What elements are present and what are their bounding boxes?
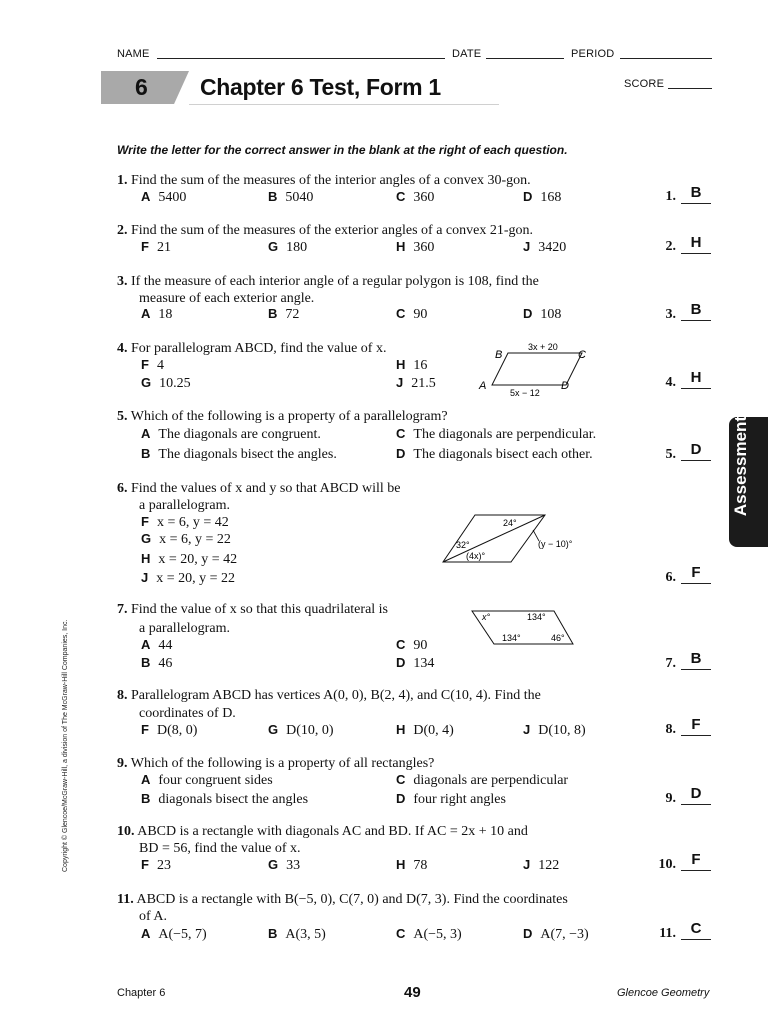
question-number: 3. <box>117 274 128 289</box>
option-text: The diagonals are perpendicular. <box>413 427 597 442</box>
option-letter: G <box>141 375 152 390</box>
question-number: 1. <box>117 173 128 188</box>
angle-label: 46° <box>551 633 565 643</box>
option-text: A(−5, 7) <box>158 927 207 942</box>
option-letter: B <box>268 189 278 204</box>
option-letter: A <box>141 772 151 787</box>
answer-number: 2. <box>665 239 676 254</box>
vertex-a-label: A <box>479 380 487 392</box>
answer-blank-5[interactable]: D <box>681 442 711 461</box>
question-number: 6. <box>117 481 128 496</box>
option-j[interactable] <box>523 857 559 874</box>
answer-blank-3[interactable]: B <box>681 302 711 321</box>
option-c[interactable] <box>396 189 434 206</box>
vertex-d-label: D <box>561 380 569 392</box>
option-text: 33 <box>286 858 301 873</box>
option-letter: D <box>523 189 533 204</box>
option-letter: J <box>396 375 404 390</box>
option-letter: H <box>141 551 151 566</box>
option-text: 10.25 <box>159 376 191 391</box>
option-letter: C <box>396 426 406 441</box>
option-letter: D <box>396 791 406 806</box>
option-f[interactable] <box>141 357 164 374</box>
option-text: D(10, 8) <box>538 723 586 738</box>
question-text: Find the value of x so that this quadrilateral is <box>131 602 389 617</box>
option-d[interactable] <box>523 926 589 943</box>
option-h[interactable] <box>396 722 454 739</box>
option-letter: F <box>141 857 149 872</box>
option-letter: C <box>396 772 406 787</box>
answer-number: 10. <box>658 857 676 872</box>
option-text: 4 <box>156 358 164 373</box>
option-f[interactable] <box>141 514 229 531</box>
option-letter: A <box>141 306 151 321</box>
angle-label: 134° <box>502 633 521 643</box>
option-letter: G <box>141 531 152 546</box>
option-text: 180 <box>286 240 308 255</box>
angle-label: x° <box>482 612 491 622</box>
option-g[interactable] <box>268 857 300 874</box>
option-a[interactable] <box>141 306 172 323</box>
question-4 <box>117 340 386 357</box>
period-label: PERIOD <box>571 48 615 60</box>
option-f[interactable] <box>141 722 197 739</box>
option-a[interactable] <box>141 426 321 443</box>
option-g[interactable] <box>268 722 334 739</box>
footer-chapter: Chapter 6 <box>117 987 166 999</box>
option-text: 5040 <box>285 190 314 205</box>
question-number: 8. <box>117 688 128 703</box>
question-text: Parallelogram ABCD has vertices A(0, 0), B(2, 4), and C(10, 4). Find the <box>131 688 541 703</box>
option-letter: J <box>523 239 531 254</box>
answer-blank-4[interactable]: H <box>681 370 711 389</box>
angle-label: 24° <box>503 518 517 528</box>
option-letter: F <box>141 514 149 529</box>
option-b[interactable] <box>141 655 172 672</box>
option-letter: F <box>141 357 149 372</box>
option-j[interactable] <box>523 239 566 256</box>
answer-number: 1. <box>665 189 676 204</box>
question-11 <box>117 891 568 908</box>
option-text: diagonals are perpendicular <box>413 773 569 788</box>
option-f[interactable] <box>141 857 171 874</box>
option-letter: G <box>268 239 279 254</box>
answer-blank-6[interactable]: F <box>681 565 711 584</box>
answer-blank-1[interactable]: B <box>681 185 711 204</box>
question-7 <box>117 601 388 618</box>
footer-book-title: Glencoe Geometry <box>617 987 710 999</box>
option-text: 90 <box>413 638 428 653</box>
question-text: If the measure of each interior angle of a regular polygon is 108, find the <box>131 274 539 289</box>
side-bc-label: 3x + 20 <box>528 342 558 352</box>
question-text: Find the values of x and y so that ABCD will be <box>131 481 401 496</box>
title-rule <box>189 104 499 105</box>
option-letter: H <box>396 239 406 254</box>
answer-number: 9. <box>665 791 676 806</box>
option-g[interactable] <box>141 375 191 392</box>
page-number: 49 <box>404 984 421 1001</box>
vertex-b-label: B <box>495 349 503 361</box>
option-text: 44 <box>158 638 173 653</box>
option-c[interactable] <box>396 926 462 943</box>
question-9 <box>117 755 434 772</box>
option-text: A(7, −3) <box>540 927 589 942</box>
option-b[interactable] <box>268 189 313 206</box>
option-text: x = 20, y = 42 <box>158 552 238 567</box>
option-letter: B <box>268 306 278 321</box>
question-text-cont: measure of each exterior angle. <box>139 291 315 306</box>
option-text: 134 <box>413 656 435 671</box>
option-text: 360 <box>413 190 435 205</box>
question-text-cont: BD = 56, find the value of x. <box>139 841 301 856</box>
answer-blank-2[interactable]: H <box>681 235 711 254</box>
question-number: 4. <box>117 341 128 356</box>
question-text-cont: coordinates of D. <box>139 706 236 721</box>
question-number: 7. <box>117 602 128 617</box>
question-6 <box>117 480 400 497</box>
option-d[interactable] <box>523 306 561 323</box>
option-letter: J <box>141 570 149 585</box>
option-b[interactable] <box>268 926 326 943</box>
option-letter: D <box>523 926 533 941</box>
option-text: D(10, 0) <box>286 723 334 738</box>
option-d[interactable] <box>396 655 434 672</box>
question-number: 2. <box>117 223 128 238</box>
option-g[interactable] <box>268 239 307 256</box>
quadrilateral-figure <box>470 608 580 648</box>
option-text: x = 6, y = 22 <box>159 532 231 547</box>
question-number: 5. <box>117 409 128 424</box>
option-c[interactable] <box>396 637 427 654</box>
option-text: 108 <box>540 307 562 322</box>
question-number: 10. <box>117 824 135 839</box>
answer-number: 7. <box>665 656 676 671</box>
option-letter: H <box>396 357 406 372</box>
option-j[interactable] <box>141 570 235 587</box>
option-text: A(3, 5) <box>285 927 326 942</box>
instructions: Write the letter for the correct answer in the blank at the right of each question. <box>117 143 568 157</box>
page-title: Chapter 6 Test, Form 1 <box>200 74 441 100</box>
option-letter: B <box>141 791 151 806</box>
option-letter: C <box>396 306 406 321</box>
parallelogram-angles-figure <box>440 508 600 570</box>
option-c[interactable] <box>396 306 427 323</box>
option-f[interactable] <box>141 239 171 256</box>
option-text: D(0, 4) <box>413 723 454 738</box>
option-letter: G <box>268 857 279 872</box>
parallelogram-abcd-figure <box>470 338 600 400</box>
date-label: DATE <box>452 48 482 60</box>
option-j[interactable] <box>523 722 586 739</box>
option-a[interactable] <box>141 926 207 943</box>
option-h[interactable] <box>396 239 434 256</box>
option-letter: A <box>141 926 151 941</box>
option-text: 360 <box>413 240 435 255</box>
score-label: SCORE <box>624 78 665 90</box>
option-text: 72 <box>285 307 300 322</box>
option-letter: G <box>268 722 279 737</box>
question-number: 11. <box>117 892 134 907</box>
option-d[interactable] <box>523 189 561 206</box>
option-letter: F <box>141 239 149 254</box>
option-letter: D <box>396 655 406 670</box>
answer-blank-7[interactable]: B <box>681 651 711 670</box>
option-text: 122 <box>538 858 560 873</box>
option-text: The diagonals bisect the angles. <box>158 447 337 462</box>
copyright-notice: Copyright © Glencoe/McGraw-Hill, a division of The McGraw-Hill Companies, Inc. <box>62 619 69 872</box>
option-h[interactable] <box>396 857 427 874</box>
option-text: 3420 <box>538 240 567 255</box>
answer-number: 6. <box>665 570 676 585</box>
option-text: 18 <box>158 307 173 322</box>
chapter-number: 6 <box>135 74 148 100</box>
question-text-cont: a parallelogram. <box>139 498 230 513</box>
question-10 <box>117 823 528 840</box>
option-text: 16 <box>413 358 428 373</box>
option-letter: A <box>141 189 151 204</box>
option-text: 46 <box>158 656 173 671</box>
option-letter: J <box>523 857 531 872</box>
date-blank[interactable] <box>486 58 564 59</box>
option-letter: C <box>396 189 406 204</box>
option-b[interactable] <box>141 446 337 463</box>
option-text: 78 <box>413 858 428 873</box>
option-c[interactable] <box>396 426 596 443</box>
answer-blank-11[interactable]: C <box>681 921 711 940</box>
question-text: Which of the following is a property of a parallelogram? <box>130 409 448 424</box>
option-letter: A <box>141 426 151 441</box>
option-text: four congruent sides <box>158 773 273 788</box>
option-text: The diagonals are congruent. <box>158 427 321 442</box>
option-letter: D <box>396 446 406 461</box>
question-5 <box>117 408 448 425</box>
name-label: NAME <box>117 48 150 60</box>
option-letter: J <box>523 722 531 737</box>
question-2 <box>117 222 533 239</box>
option-text: x = 20, y = 22 <box>156 571 236 586</box>
option-h[interactable] <box>141 551 237 568</box>
option-d[interactable] <box>396 446 593 463</box>
answer-number: 11. <box>659 926 676 941</box>
option-letter: B <box>141 655 151 670</box>
angle-label: (y − 10)° <box>538 539 573 549</box>
option-letter: C <box>396 637 406 652</box>
answer-number: 8. <box>665 722 676 737</box>
option-b[interactable] <box>141 791 308 808</box>
question-text: ABCD is a rectangle with diagonals AC and BD. If AC = 2x + 10 and <box>137 824 528 839</box>
answer-number: 4. <box>665 375 676 390</box>
name-blank[interactable] <box>157 58 445 59</box>
option-text: four right angles <box>413 792 506 807</box>
option-g[interactable] <box>141 531 231 548</box>
question-text: Which of the following is a property of all rectangles? <box>130 756 435 771</box>
question-text: Find the sum of the measures of the interior angles of a convex 30-gon. <box>131 173 531 188</box>
answer-blank-10[interactable]: F <box>681 852 711 871</box>
question-text: ABCD is a rectangle with B(−5, 0), C(7, 0) and D(7, 3). Find the coordinates <box>136 892 568 907</box>
option-h[interactable] <box>396 357 427 374</box>
answer-blank-8[interactable]: F <box>681 717 711 736</box>
option-text: x = 6, y = 42 <box>156 515 229 530</box>
option-letter: H <box>396 722 406 737</box>
option-letter: B <box>268 926 278 941</box>
option-letter: F <box>141 722 149 737</box>
option-text: diagonals bisect the angles <box>158 792 309 807</box>
option-text: The diagonals bisect each other. <box>413 447 593 462</box>
option-a[interactable] <box>141 637 172 654</box>
option-letter: B <box>141 446 151 461</box>
option-b[interactable] <box>268 306 299 323</box>
answer-blank-9[interactable]: D <box>681 786 711 805</box>
option-a[interactable] <box>141 189 186 206</box>
option-j[interactable] <box>396 375 436 392</box>
option-text: 21.5 <box>411 376 436 391</box>
question-1 <box>117 172 531 189</box>
option-a[interactable] <box>141 772 273 789</box>
side-ad-label: 5x − 12 <box>510 388 540 398</box>
option-letter: A <box>141 637 151 652</box>
option-c[interactable] <box>396 772 568 789</box>
question-text-cont: of A. <box>139 909 167 924</box>
answer-number: 3. <box>665 307 676 322</box>
question-text: For parallelogram ABCD, find the value of x. <box>131 341 387 356</box>
answer-number: 5. <box>665 447 676 462</box>
vertex-c-label: C <box>578 349 586 361</box>
option-letter: H <box>396 857 406 872</box>
angle-label: (4x)° <box>466 551 486 561</box>
option-text: D(8, 0) <box>156 723 198 738</box>
angle-label: 32° <box>456 540 470 550</box>
option-text: 23 <box>156 858 171 873</box>
period-blank[interactable] <box>620 58 712 59</box>
question-text: Find the sum of the measures of the exterior angles of a convex 21-gon. <box>131 223 534 238</box>
option-text: A(−5, 3) <box>413 927 462 942</box>
question-number: 9. <box>117 756 128 771</box>
option-text: 5400 <box>158 190 187 205</box>
score-blank[interactable] <box>668 88 712 89</box>
option-letter: D <box>523 306 533 321</box>
diagonal <box>443 515 545 562</box>
option-d[interactable] <box>396 791 506 808</box>
angle-label: 134° <box>527 612 546 622</box>
side-tab-label: Assessment <box>731 415 750 517</box>
question-8 <box>117 687 541 704</box>
question-3 <box>117 273 539 290</box>
option-text: 21 <box>156 240 171 255</box>
option-text: 168 <box>540 190 562 205</box>
option-text: 90 <box>413 307 428 322</box>
question-text-cont: a parallelogram. <box>139 621 230 636</box>
option-letter: C <box>396 926 406 941</box>
